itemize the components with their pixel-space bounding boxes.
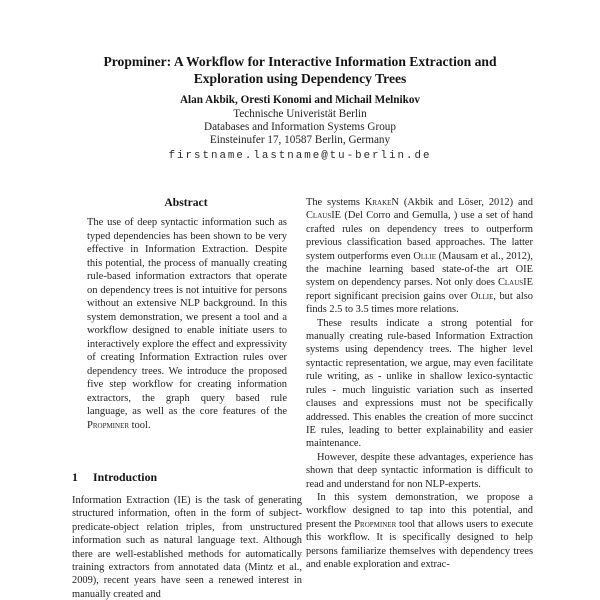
paper-title-line-2: Exploration using Dependency Trees xyxy=(193,71,407,86)
affiliation-university: Technische Univeristät Berlin xyxy=(233,108,367,120)
introduction-paragraph: Information Extraction (IE) is the task of generating structured information, often in the form of subject-predicate-object relation triples, from unstructured information such as natural language text. Although there are well-established methods for automatically training extractors from annotated data (Mintz et al., 2009), recent years have seen a renewed interest in manually created and xyxy=(72,495,302,600)
introduction-section xyxy=(72,470,302,600)
paper-header xyxy=(0,53,600,162)
section-heading xyxy=(72,470,302,485)
abstract-heading: Abstract xyxy=(164,196,208,209)
right-column xyxy=(306,196,533,600)
paragraph: The systems KrakeN (Akbik and Löser, 2012) and ClausIE (Del Corro and Gemulla, ) use a set of hand crafted rules on dependency trees to outperform previous classification based approaches. The latter system outperforms even Ollie (Mausam et al., 2012), the machine learning based state-of-the art OIE system on dependency parses. Not only does ClausIE report significant precision gains over Ollie, but also finds 2.5 to 3.5 times more relations. xyxy=(306,197,533,316)
section-title: Introduction xyxy=(93,470,158,484)
email-line: firstname.lastname@tu-berlin.de xyxy=(168,149,432,162)
paragraph: In this system demonstration, we propose a workflow designed to tap into this potential, and present the Propminer tool that allows users to execute this workflow. It is specifically designed to help persons familiarize themselves with dependency trees and enable exploration and extrac- xyxy=(306,491,533,570)
paper-title-line-1: Propminer: A Workflow for Interactive Information Extraction and xyxy=(103,54,497,69)
section-number: 1 xyxy=(72,470,78,484)
authors-line: Alan Akbik, Oresti Konomi and Michail Melnikov xyxy=(179,94,421,106)
abstract-section xyxy=(72,196,300,432)
paragraph: These results indicate a strong potential for manually creating rule-based Information Extraction systems using dependency trees. The higher level syntactic representation, we argue, may even facilitate rule writing, as - unlike in shallow lexico-syntactic rules - much linguistic variation such as inserted clauses and expressions must not be specifically addressed. This enables the creation of more succinct IE rules, leading to better explainability and easier maintenance. xyxy=(306,317,533,450)
affiliation-address: Einsteinufer 17, 10587 Berlin, Germany xyxy=(209,134,391,147)
affiliation-block xyxy=(0,108,600,148)
paragraph: However, despite these advantages, experience has shown that deep syntactic information is difficult to read and understand for non NLP-experts. xyxy=(306,451,533,490)
affiliation-group: Databases and Information Systems Group xyxy=(203,121,396,134)
abstract-paragraph: The use of deep syntactic information such as typed dependencies has been shown to be very effective in Information Extraction. Despite this potential, the process of manually creating rule-based information extractors that operate on dependency trees is not intuitive for persons without an extensive NLP background. In this system demonstration, we present a tool and a workflow designed to enable initiate users to interactively explore the effect and expressivity of creating Information Extraction rules over dependency trees. We introduce the proposed five step workflow for creating information extractors, the graph query based rule language, as well as the core features of the Propminer tool. xyxy=(87,217,287,431)
